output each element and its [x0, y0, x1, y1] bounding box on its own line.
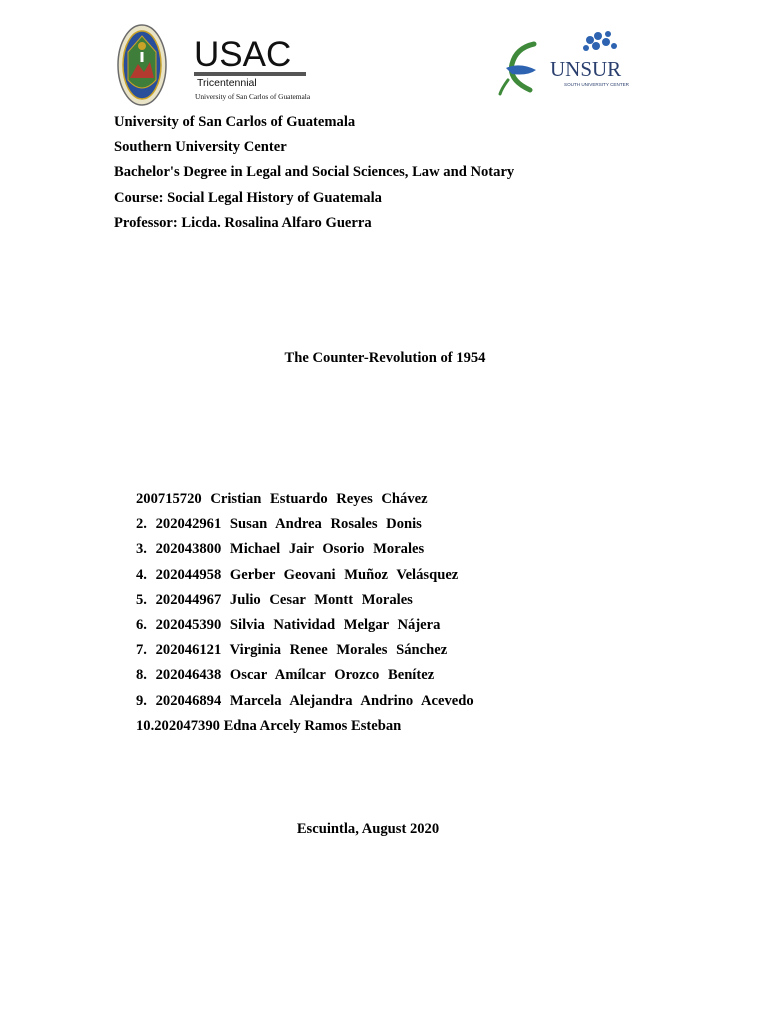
student-entry: 8. 202046438 Oscar Amílcar Orozco Benítez	[136, 667, 435, 684]
usac-caption: University of San Carlos of Guatemala	[195, 92, 311, 101]
student-entry: 9. 202046894 Marcela Alejandra Andrino Acevedo	[136, 692, 474, 709]
unsur-wordmark: UNSUR	[550, 57, 622, 81]
student-entry: 3. 202043800 Michael Jair Osorio Morales	[136, 541, 425, 558]
course-name: Course: Social Legal History of Guatemala	[114, 189, 382, 206]
university-name: University of San Carlos of Guatemala	[114, 114, 356, 130]
student-entry: 10.202047390 Edna Arcely Ramos Esteban	[136, 717, 402, 734]
usac-logo	[116, 22, 314, 106]
place-date: Escuintla, August 2020	[296, 821, 440, 837]
professor-name: Professor: Licda. Rosalina Alfaro Guerra	[114, 214, 372, 231]
student-entry: 2. 202042961 Susan Andrea Rosales Donis	[136, 516, 422, 533]
student-entry: 200715720 Cristian Estuardo Reyes Chávez	[136, 491, 428, 507]
usac-wordmark: USAC	[194, 35, 292, 74]
student-list	[136, 487, 474, 739]
document-title: The Counter-Revolution of 1954	[284, 350, 486, 366]
student-entry: 4. 202044958 Gerber Geovani Muñoz Velásquez	[136, 566, 459, 583]
unsur-logo	[490, 24, 662, 104]
unsur-caption: SOUTH UNIVERSITY CENTER	[564, 82, 630, 87]
center-name: Southern University Center	[114, 139, 287, 156]
student-entry: 7. 202046121 Virginia Renee Morales Sánchez	[136, 642, 448, 659]
student-entry: 6. 202045390 Silvia Natividad Melgar Nájera	[136, 617, 441, 634]
degree-name: Bachelor's Degree in Legal and Social Sciences, Law and Notary	[114, 164, 515, 181]
student-entry: 5. 202044967 Julio Cesar Montt Morales	[136, 591, 413, 608]
institution-header	[114, 110, 514, 236]
usac-tagline: Tricentennial	[197, 77, 257, 89]
